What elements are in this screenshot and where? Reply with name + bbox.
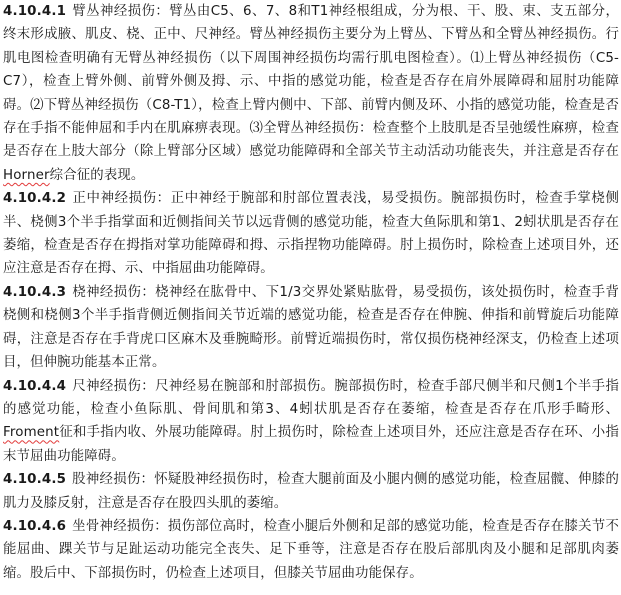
section-text: 股神经损伤：怀疑股神经损伤时，检查大腿前面及小腿内侧的感觉功能，检查屈髋、伸膝的肌力及膝反射，注意是否存在股四头肌的萎缩。 — [3, 472, 619, 511]
section-text: 尺神经损伤：尺神经易在腕部和肘部损伤。腕部损伤时，检查手部尺侧半和尺侧1个半手指的感觉功能，检查小鱼际肌、骨间肌和第3、4蚓状肌是否存在萎缩，检查是否存在爪形手畸形、 — [3, 378, 619, 417]
section-text: 桡神经损伤：桡神经在肱骨中、下1/3交界处紧贴肱骨，易受损伤，该处损伤时，检查手背桡侧和桡侧3个半手指背侧近侧指间关节近端的感觉功能，检查是否存在伸腕、伸指和前臂旋后功能障碍，注意是否存在手背虎口区麻木及垂腕畸形。前臂近端损伤时，常仅损伤桡神经深支，仍检查上述项目，但伸腕功能基本正常。 — [3, 284, 619, 371]
section-radial-nerve — [3, 281, 619, 375]
spellcheck-term: Horner — [3, 167, 50, 183]
section-brachial-plexus — [3, 0, 619, 187]
section-text-tail: 征和手指内收、外展功能障碍。肘上损伤时，除检查上述项目外，还应注意是否存在环、小指末节屈曲功能障碍。 — [3, 425, 619, 464]
section-number: 4.10.4.3 — [3, 284, 67, 300]
section-ulnar-nerve — [3, 375, 619, 469]
section-text: 臂丛神经损伤：臂丛由C5、6、7、8和T1神经根组成，分为根、干、股、束、支五部分，终末形成腋、肌皮、桡、正中、尺神经。臂丛神经损伤主要分为上臂丛、下臂丛和全臂丛神经损伤。行肌电图检查明确有无臂丛神经损伤（以下周围神经损伤均需行肌电图检查）。⑴上臂丛神经损伤（C5-C7），检查上臂外侧、前臂外侧及拇、示、中指的感觉功能，检查是否存在肩外展障碍和屈肘功能障碍。⑵下臂丛神经损伤（C8-T1），检查上臂内侧中、下部、前臂内侧及环、小指的感觉功能，检查是否存在手指不能伸屈和手内在肌麻痹表现。⑶全臂丛神经损伤：检查整个上肢肌是否呈弛缓性麻痹，检查是否存在上肢大部分（除上臂部分区域）感觉功能障碍和全部关节主动活动功能丧失，并注意是否存在 — [3, 4, 619, 160]
section-text: 正中神经损伤：正中神经于腕部和肘部位置表浅，易受损伤。腕部损伤时，检查手掌桡侧半、桡侧3个半手指掌面和近侧指间关节以远背侧的感觉功能，检查大鱼际肌和第1、2蚓状肌是否存在萎缩，检查是否存在拇指对掌功能障碍和拇、示指捏物功能障碍。肘上损伤时，除检查上述项目外，还应注意是否存在拇、示、中指屈曲功能障碍。 — [3, 191, 619, 277]
section-number: 4.10.4.4 — [3, 378, 67, 394]
section-sciatic-nerve — [3, 515, 619, 585]
spellcheck-term: Froment — [3, 425, 60, 441]
section-text-tail: 综合征的表现。 — [49, 167, 145, 183]
section-number: 4.10.4.6 — [3, 518, 67, 534]
section-number: 4.10.4.1 — [3, 4, 67, 19]
section-text: 坐骨神经损伤：损伤部位高时，检查小腿后外侧和足部的感觉功能，检查是否存在膝关节不能屈曲、踝关节与足趾运动功能完全丧失、足下垂等，注意是否存在股后部肌肉及小腿和足部肌肉萎缩。股后中、下部损伤时，仍检查上述项目，但膝关节屈曲功能保存。 — [3, 518, 619, 581]
section-number: 4.10.4.2 — [3, 191, 67, 207]
section-number: 4.10.4.5 — [3, 472, 67, 488]
section-femoral-nerve — [3, 468, 619, 515]
section-median-nerve — [3, 187, 619, 281]
document-body — [3, 0, 619, 585]
